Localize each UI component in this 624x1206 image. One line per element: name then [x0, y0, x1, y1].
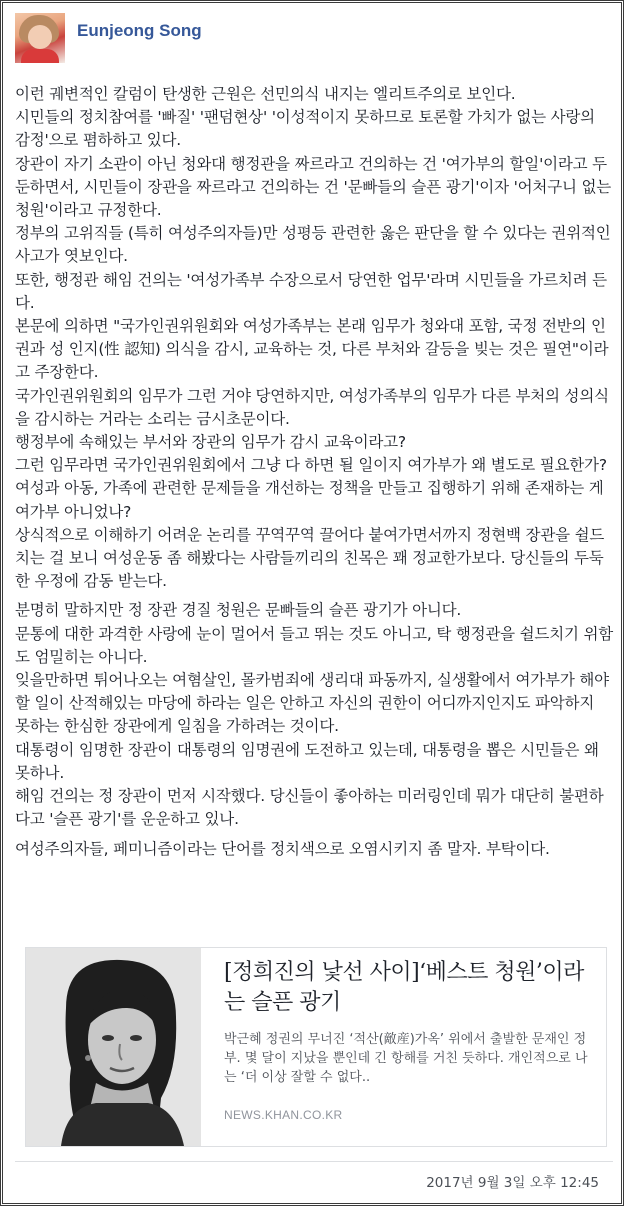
post-paragraph-3 — [15, 838, 613, 861]
post-timestamp[interactable]: 2017년 9월 3일 오후 12:45 — [426, 1175, 599, 1191]
post-line: 분명히 말하지만 정 장관 경질 청원은 문빠들의 슬픈 광기가 아니다. — [15, 601, 462, 620]
avatar-face — [28, 25, 52, 49]
post-header — [15, 13, 605, 63]
post-line: 여성과 아동, 가족에 관련한 문제들을 개선하는 정책을 만들고 집행하기 위해 존재하는 게 여가부 아니었나? — [15, 479, 604, 521]
post-line: 대통령이 임명한 장관이 대통령의 임명권에 도전하고 있는데, 대통령을 뽑은 시민들은 왜 못하나. — [15, 740, 599, 782]
post-line: 정부의 고위직들 (특히 여성주의자들)만 성평등 관련한 옳은 판단을 할 수 있다는 권위적인 사고가 엿보인다. — [15, 224, 611, 266]
link-preview-image[interactable] — [26, 948, 201, 1146]
post-line: 그런 임무라면 국가인권위원회에서 그냥 다 하면 될 일이지 여가부가 왜 별도로 필요한가? — [15, 456, 607, 475]
post-paragraph-2 — [15, 599, 613, 831]
post-line: 본문에 의하면 "국가인권위원회와 여성가족부는 본래 임무가 청와대 포함, 국정 전반의 인권과 성 인지(性 認知) 의식을 감시, 교육하는 것, 다른 부처와 갈등을 빚는 것은 필연"이라고 주장한다. — [15, 317, 609, 382]
post-line: 또한, 행정관 해임 건의는 '여성가족부 수장으로서 당연한 업무'라며 시민들을 가르치려 든다. — [15, 270, 607, 312]
link-preview-domain: NEWS.KHAN.CO.KR — [224, 1108, 343, 1122]
post-paragraph-1 — [15, 83, 613, 593]
link-preview-description: 박근혜 정권의 무너진 ‘적산(敵産)가옥’ 위에서 출발한 문재인 정부. 몇 달이 지났을 뿐인데 긴 항해를 거친 듯하다. 개인적으로 나는 ‘더 이상 잘할 수 없다.. — [224, 1032, 588, 1085]
footer-divider — [15, 1161, 613, 1162]
post-line: 장관이 자기 소관이 아닌 청와대 행정관을 짜르라고 건의하는 건 '여가부의 할일'이라고 두둔하면서, 시민들이 장관을 짜르라고 건의하는 건 '문빠들의 슬픈 광기'이자 '어처구니 없는 청원'이라고 규정한다. — [15, 154, 612, 220]
post-line: 시민들의 정치참여를 '빠질' '팬덤현상' '이성적이지 못하므로 토론할 가치가 없는 사랑의 감정'으로 폄하하고 있다. — [15, 108, 595, 150]
portrait-illustration — [26, 948, 201, 1146]
link-preview-card[interactable] — [25, 947, 607, 1147]
post-line: 문통에 대한 과격한 사랑에 눈이 멀어서 들고 뛰는 것도 아니고, 탁 행정관을 쉴드치기 위함도 엄밀히는 아니다. — [15, 624, 614, 666]
link-preview-title[interactable]: [정희진의 낯선 사이]‘베스트 청원’이라는 슬픈 광기 — [224, 960, 584, 1015]
author-name[interactable]: Eunjeong Song — [77, 21, 202, 40]
author-avatar[interactable] — [15, 13, 65, 63]
post-line: 해임 건의는 정 장관이 먼저 시작했다. 당신들이 좋아하는 미러링인데 뭐가 대단히 불편하다고 '슬픈 광기'를 운운하고 있나. — [15, 787, 604, 829]
avatar-shirt — [21, 49, 59, 63]
post-line: 행정부에 속해있는 부서와 장관의 임무가 감시 교육이라고? — [15, 433, 406, 452]
post-line: 여성주의자들, 페미니즘이라는 단어를 정치색으로 오염시키지 좀 말자. 부탁이다. — [15, 839, 550, 858]
post-line: 이런 궤변적인 칼럼이 탄생한 근원은 선민의식 내지는 엘리트주의로 보인다. — [15, 85, 516, 103]
post-line: 상식적으로 이해하기 어려운 논리를 꾸역꾸역 끌어다 붙여가면서까지 정현백 장관을 쉴드치는 걸 보니 여성운동 좀 해봤다는 사람들끼리의 친목은 꽤 정교한가보다. 당신들의 두둑한 우정에 감동 받는다. — [15, 525, 605, 591]
link-preview-text — [224, 958, 594, 1122]
post-line: 잊을만하면 튀어나오는 여혐살인, 몰카범죄에 생리대 파동까지, 실생활에서 여가부가 해야할 일이 산적해있는 마당에 하라는 일은 안하고 자신의 권한이 어디까지인지도 파악하지 못하는 한심한 장관에게 일침을 가하려는 것이다. — [15, 671, 609, 736]
post-body — [15, 83, 613, 867]
post-line: 국가인권위원회의 임무가 그런 거야 당연하지만, 여성가족부의 임무가 다른 부처의 성의식을 감시하는 거라는 소리는 금시초문이다. — [15, 386, 609, 428]
